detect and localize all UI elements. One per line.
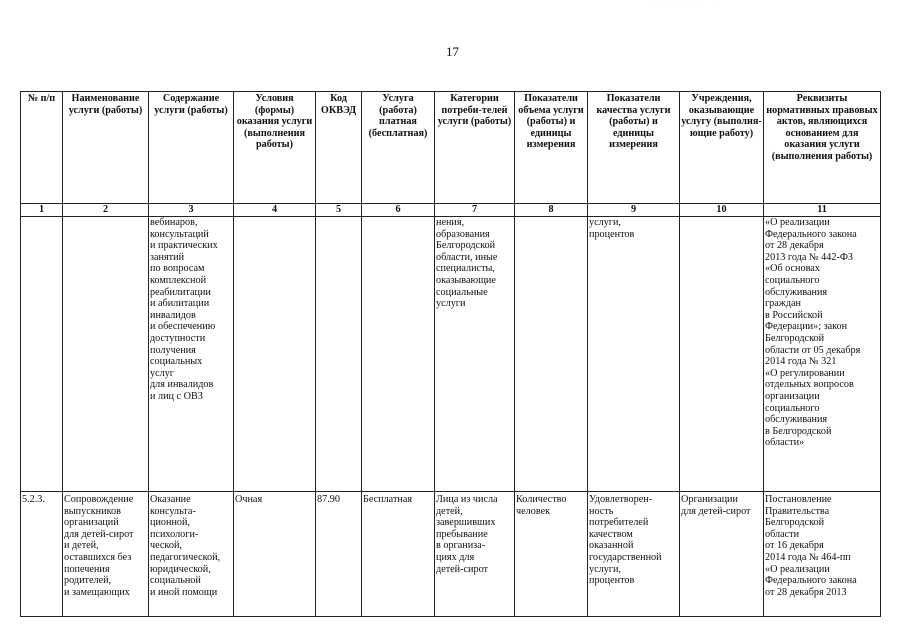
column-number: 4 [234, 204, 316, 217]
cell-institutions [680, 217, 764, 492]
header-quality-indicators: Показатели качества услуги (работы) и единицы измерения [588, 92, 680, 204]
cell-okved-code [316, 217, 362, 492]
cell-service-name [63, 217, 149, 492]
cell-number [21, 217, 63, 492]
cell-volume-indicators [515, 217, 588, 492]
cell-quality-indicators: Удовлетворен- ность потребителей качеством оказанной государственной услуги, процентов [588, 492, 680, 617]
cell-legal-acts: «О реализации Федерального закона от 28 декабря 2013 года № 442-ФЗ «Об основах социального обслуживания граждан в Российской Федерации»; закон Белгородской области от 05 декабря 2014 года № 321 «О регулировании отдельных вопросов организации социального обслуживания в Белгородской области» [764, 217, 881, 492]
table-row-5-2-3 [21, 492, 881, 617]
cell-legal-acts: Постановление Правительства Белгородской области от 16 декабря 2014 года № 464-пп «О реализации Федерального закона от 28 декабря 2013 [764, 492, 881, 617]
column-number: 6 [362, 204, 435, 217]
header-service-content: Содержание услуги (работы) [149, 92, 234, 204]
header-volume-indicators: Показатели объема услуги (работы) и единицы измерения [515, 92, 588, 204]
column-number: 11 [764, 204, 881, 217]
header-institutions: Учреждения, оказывающие услугу (выполня-ющие работу) [680, 92, 764, 204]
header-service-name: Наименование услуги (работы) [63, 92, 149, 204]
cell-consumer-categories: Лица из числа детей, завершивших пребывание в организа- циях для детей-сирот [435, 492, 515, 617]
column-number: 1 [21, 204, 63, 217]
cell-service-content: Оказание консульта- ционной, психологи- ческой, педагогической, юридической, социальной и иной помощи [149, 492, 234, 617]
cell-conditions [234, 217, 316, 492]
column-number: 9 [588, 204, 680, 217]
page-number: 17 [446, 44, 459, 59]
services-table [20, 91, 881, 617]
cell-service-content: вебинаров, консультаций и практических занятий по вопросам комплексной реабилитации и абилитации инвалидов и обеспечению доступности получения социальных услуг для инвалидов и лиц с ОВЗ [149, 217, 234, 492]
column-number: 10 [680, 204, 764, 217]
header-consumer-categories: Категории потреби-телей услуги (работы) [435, 92, 515, 204]
header-paid-free: Услуга (работа) платная (бесплатная) [362, 92, 435, 204]
column-number: 2 [63, 204, 149, 217]
cell-number: 5.2.3. [21, 492, 63, 617]
column-number: 5 [316, 204, 362, 217]
column-number-row [21, 204, 881, 217]
scan-artifact: · · · · · · · [655, 2, 717, 8]
table-row-continuation [21, 217, 881, 492]
cell-okved-code: 87.90 [316, 492, 362, 617]
cell-institutions: Организации для детей-сирот [680, 492, 764, 617]
column-number: 8 [515, 204, 588, 217]
cell-conditions: Очная [234, 492, 316, 617]
column-number: 7 [435, 204, 515, 217]
cell-paid-free: Бесплатная [362, 492, 435, 617]
header-row [21, 92, 881, 204]
cell-volume-indicators: Количество человек [515, 492, 588, 617]
header-conditions: Условия (формы) оказания услуги (выполнения работы) [234, 92, 316, 204]
header-legal-acts: Реквизиты нормативных правовых актов, являющихся основанием для оказания услуги (выполнения работы) [764, 92, 881, 204]
header-okved-code: Код ОКВЭД [316, 92, 362, 204]
cell-consumer-categories: нения, образования Белгородской области, иные специалисты, оказывающие социальные услуги [435, 217, 515, 492]
header-number: № п/п [21, 92, 63, 204]
cell-paid-free [362, 217, 435, 492]
column-number: 3 [149, 204, 234, 217]
cell-service-name: Сопровождение выпускников организаций для детей-сирот и детей, оставшихся без попечения родителей, и замещающих [63, 492, 149, 617]
cell-quality-indicators: услуги, процентов [588, 217, 680, 492]
